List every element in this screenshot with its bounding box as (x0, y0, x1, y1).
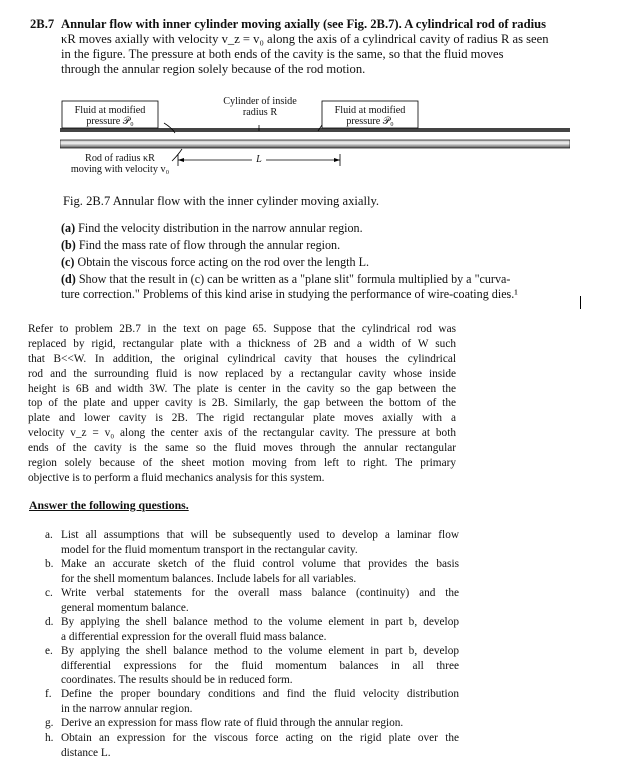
problem-line-4: through the annular region solely because of the rod motion. (61, 62, 366, 76)
item-h-line: distance L. (61, 746, 111, 759)
answer-heading: Answer the following questions. (29, 498, 189, 512)
item-d-letter: d. (45, 616, 54, 628)
paragraph-line: top of the plate and upper cavity is 2B. Similarly, the gap between the bottom of the (28, 397, 456, 410)
item-b-line: Make an accurate sketch of the fluid control volume that provides the basis (61, 558, 459, 570)
question-a (61, 221, 576, 236)
assignment-paragraph (28, 322, 456, 486)
label-cylinder-line2: radius R (242, 107, 278, 118)
problem-number: 2B.7 (30, 17, 55, 31)
paragraph-line: objective is to perform a fluid mechanics analysis for this system. (28, 471, 325, 484)
paragraph-line: velocity v_z = v₀ along the center axis of the rectangular cavity. The pressure at both (28, 427, 456, 440)
label-right-fluid (324, 105, 416, 127)
problem-line-2: κR moves axially with velocity v_z = v₀ along the axis of a cylindrical cavity of radius R as seen (61, 32, 549, 46)
item-b-line: for the shell momentum balances. Include labels for all variables. (61, 572, 357, 585)
item-e-letter: e. (45, 645, 53, 657)
item-f-letter: f. (45, 688, 52, 700)
question-b-tag: (b) (61, 238, 76, 252)
problem-statement (61, 17, 591, 77)
arrow-head-right (334, 158, 340, 162)
paragraph-line: region solely because of the sheet motion moving from left to right. The primary (28, 457, 456, 470)
rod (60, 140, 570, 148)
item-b-letter: b. (45, 558, 54, 570)
item-f-line: Define the proper boundary conditions and find the fluid velocity distribution (61, 688, 459, 700)
question-a-text: Find the velocity distribution in the narrow annular region. (78, 221, 363, 235)
label-rod (60, 153, 180, 175)
question-d-text-continued: ture correction." Problems of this kind arise in studying the performance of wire-coating dies.¹ (61, 286, 518, 301)
question-d (61, 272, 576, 301)
item-f-line: in the narrow annular region. (61, 702, 193, 715)
item-c-letter: c. (45, 587, 53, 599)
item-g-line: Derive an expression for mass flow rate of fluid through the annular region. (61, 717, 404, 729)
question-c-text: Obtain the viscous force acting on the rod over the length L. (77, 255, 369, 269)
item-a-line: model for the fluid momentum transport in the rectangular cavity. (61, 543, 358, 556)
paragraph-line: rod and the surrounding fluid is now replaced by a rectangular cavity whose inside (28, 367, 456, 380)
label-left-fluid-line2: pressure 𝒫₀ (86, 116, 134, 127)
item-e-line: differential expressions for the fluid momentum balances in all three (61, 659, 459, 672)
question-c-tag: (c) (61, 255, 75, 269)
paragraph-line: ends of the cavity is the same so the fluid moves through the annular rectangular (28, 442, 456, 455)
label-length: L (256, 154, 262, 165)
item-a-line: List all assumptions that will be subsequently used to develop a laminar flow (61, 529, 459, 541)
question-d-tag: (d) (61, 272, 76, 286)
figure-annular-flow (60, 95, 570, 185)
paragraph-line: plate and lower cavity is 2B. The rigid rectangular plate moves axially with a (28, 412, 456, 425)
problem-line (61, 17, 591, 32)
label-left-fluid (64, 105, 156, 127)
item-e-line: coordinates. The results should be in reduced form. (61, 674, 293, 686)
question-b-text: Find the mass rate of flow through the annular region. (78, 238, 341, 252)
label-left-fluid-line1: Fluid at modified (74, 105, 146, 116)
item-c-line: Write verbal statements for the overall mass balance (continuity) and the (61, 587, 459, 599)
question-d-text: Show that the result in (c) can be written as a "plane slit" formula multiplied by a "curva- (78, 272, 511, 286)
item-h-line: Obtain an expression for the viscous force acting on the rigid plate over the (61, 732, 459, 744)
label-cylinder (210, 96, 310, 118)
problem-line-1: Annular flow with inner cylinder moving axially (see Fig. 2B.7). A cylindrical rod of radius (61, 17, 547, 31)
label-rod-line2: moving with velocity v₀ (70, 164, 170, 175)
cavity-wall-top (60, 128, 570, 132)
figure-caption: Fig. 2B.7 Annular flow with the inner cylinder moving axially. (63, 194, 380, 208)
question-a-tag: (a) (61, 221, 76, 235)
item-d-line: By applying the shell balance method to the volume element in part b, develop (61, 616, 459, 628)
label-right-fluid-line2: pressure 𝒫₀ (346, 116, 394, 127)
question-c (61, 255, 576, 270)
label-rod-line1: Rod of radius κR (85, 153, 155, 164)
question-b (61, 238, 576, 253)
text-cursor (580, 296, 581, 309)
paragraph-line: Refer to problem 2B.7 in the text on page 65. Suppose that the cylindrical rod was (28, 323, 456, 335)
label-right-fluid-line1: Fluid at modified (334, 105, 406, 116)
item-e-line: By applying the shell balance method to the volume element in part b, develop (61, 645, 459, 657)
problem-line-3: in the figure. The pressure at both ends of the cavity is the same, so that the fluid moves (61, 47, 504, 61)
paragraph-line: replaced by rigid, rectangular plate with a thickness of 2B and a width of W such (28, 337, 456, 350)
item-h-letter: h. (45, 732, 54, 744)
label-cylinder-line1: Cylinder of inside (223, 96, 297, 107)
item-g-letter: g. (45, 717, 54, 729)
item-a-letter: a. (45, 529, 53, 541)
item-d-line: a differential expression for the overall fluid mass balance. (61, 630, 327, 643)
paragraph-line: height is 6B and width 3W. The plate is center in the cavity so the gap between the (28, 382, 456, 395)
item-c-line: general momentum balance. (61, 601, 189, 614)
paragraph-line: that B<<W. In addition, the original cylindrical cavity that houses the cylindrical (28, 352, 456, 365)
